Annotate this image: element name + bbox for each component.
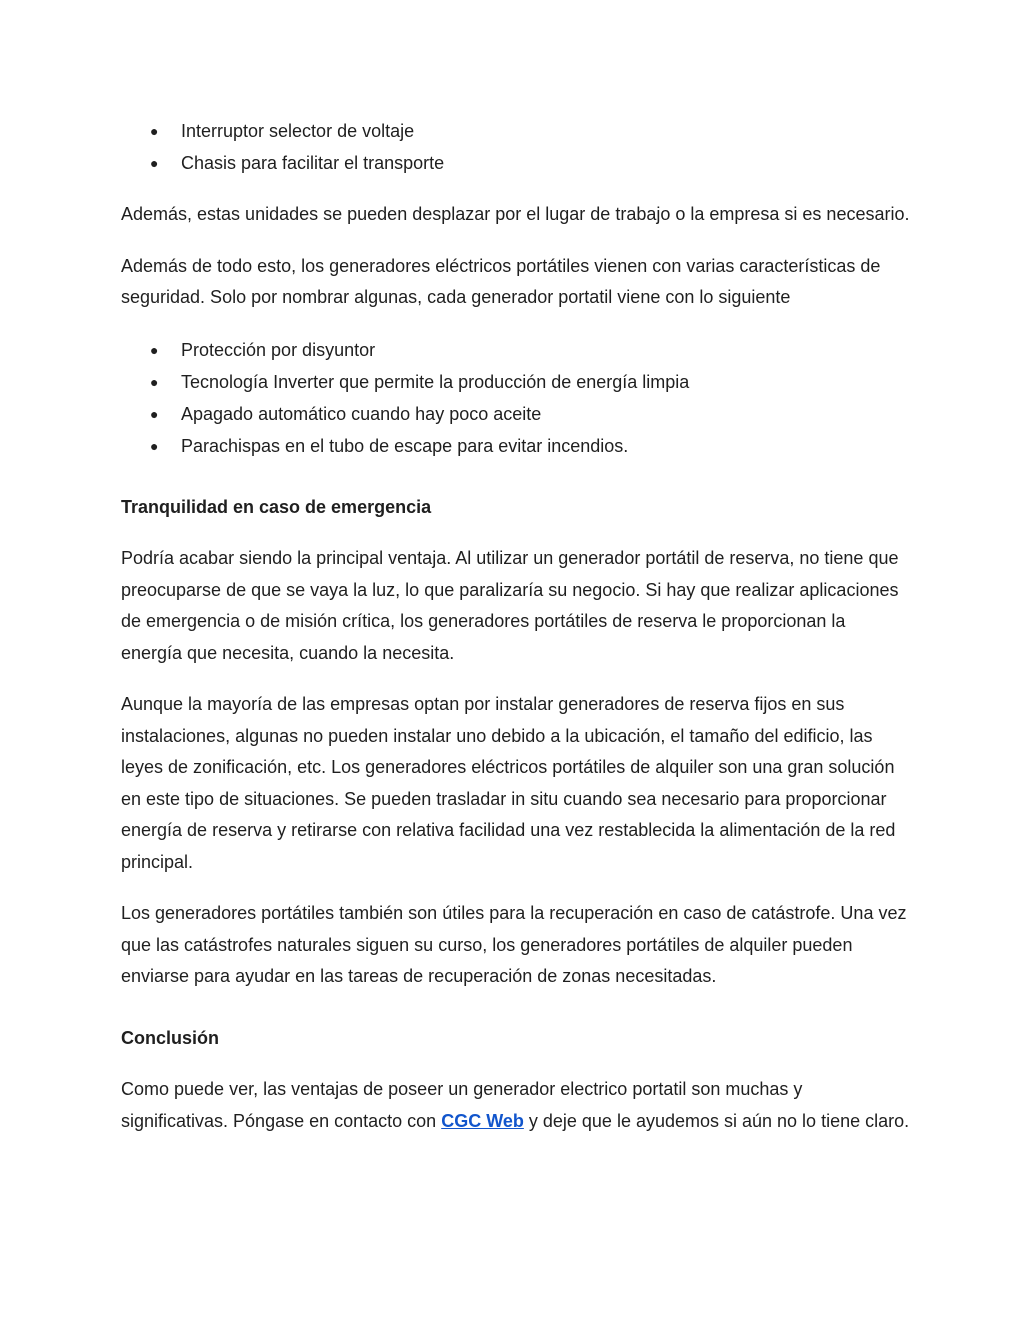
conclusion-paragraph: Como puede ver, las ventajas de poseer un generador electrico portatil son muchas y significativas. Póngase en contacto con CGC Web y deje que le ayudemos si aún no lo tiene claro. xyxy=(121,1079,910,1131)
list-item: ● Chasis para facilitar el transporte xyxy=(121,147,911,179)
feature-list xyxy=(121,115,911,179)
cgc-web-link[interactable]: CGC Web xyxy=(441,1110,524,1131)
bullet-icon: ● xyxy=(150,373,159,390)
bullet-icon: ● xyxy=(150,405,159,422)
paragraph: Podría acabar siendo la principal ventaja. Al utilizar un generador portátil de reserva, no tiene que preocuparse de que se vaya la luz, lo que paralizaría su negocio. Si hay que realizar aplicaciones de emergencia o de misión crítica, los generadores portátiles de reserva le proporcionan la energía que necesita, cuando la necesita. xyxy=(121,548,899,663)
section-heading: Conclusión xyxy=(121,1027,219,1048)
list-item: ● Apagado automático cuando hay poco aceite xyxy=(121,398,911,430)
list-item: ● Parachispas en el tubo de escape para evitar incendios. xyxy=(121,430,911,462)
paragraph: Además de todo esto, los generadores eléctricos portátiles vienen con varias características de seguridad. Solo por nombrar algunas, cada generador portatil viene con lo siguiente xyxy=(121,255,881,307)
bullet-icon: ● xyxy=(150,341,159,358)
paragraph: Aunque la mayoría de las empresas optan por instalar generadores de reserva fijos en sus instalaciones, algunas no pueden instalar uno debido a la ubicación, el tamaño del edificio, las leyes de zonificación, etc. Los generadores eléctricos portátiles de alquiler son una gran solución en este tipo de situaciones. Se pueden trasladar in situ cuando sea necesario para proporcionar energía de reserva y retirarse con relativa facilidad una vez restablecida la alimentación de la red principal. xyxy=(121,694,896,872)
paragraph: Los generadores portátiles también son útiles para la recuperación en caso de catástrofe. Una vez que las catástrofes naturales siguen su curso, los generadores portátiles de alquiler pueden enviarse para ayudar en las tareas de recuperación de zonas necesitadas. xyxy=(121,903,907,986)
bullet-icon: ● xyxy=(150,123,159,139)
list-item: ● Tecnología Inverter que permite la producción de energía limpia xyxy=(121,366,911,398)
bullet-icon: ● xyxy=(150,155,159,171)
list-item: ● Protección por disyuntor xyxy=(121,334,911,366)
safety-feature-list xyxy=(121,334,911,462)
list-item: ● Interruptor selector de voltaje xyxy=(121,115,911,147)
document-page xyxy=(121,115,911,1137)
paragraph: Además, estas unidades se pueden desplazar por el lugar de trabajo o la empresa si es necesario. xyxy=(121,204,910,224)
bullet-icon: ● xyxy=(150,437,159,454)
section-heading: Tranquilidad en caso de emergencia xyxy=(121,496,432,517)
